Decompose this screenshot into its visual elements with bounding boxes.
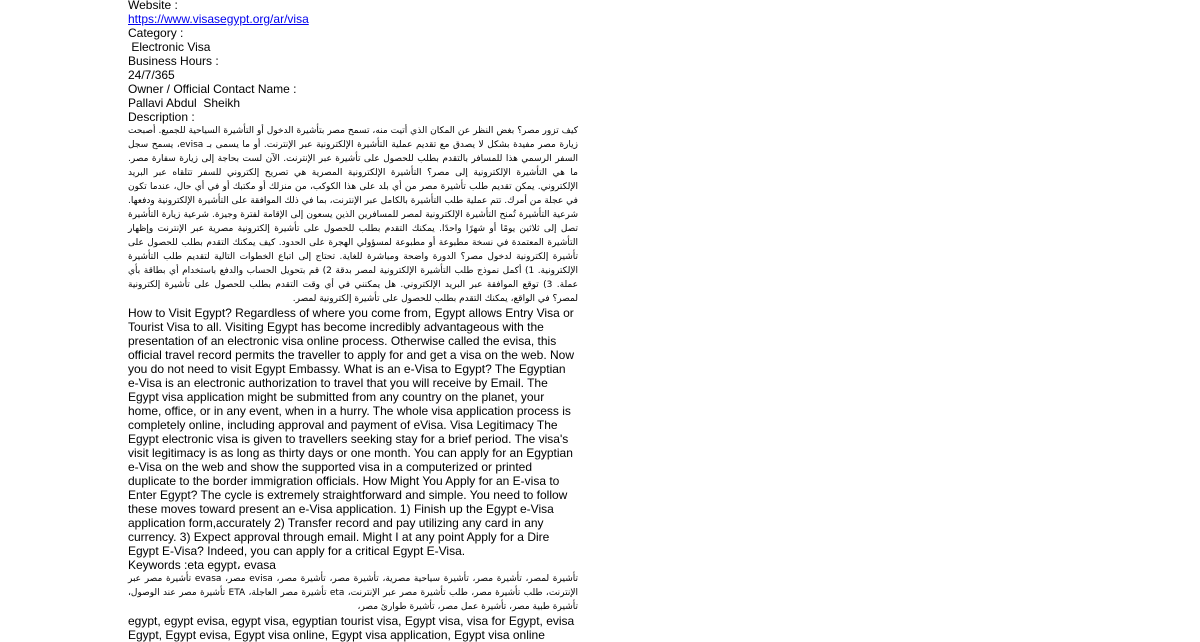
business-hours-value: 24/7/365 [128,68,175,82]
owner-label: Owner / Official Contact Name : [128,82,297,96]
keywords-label: Keywords : [128,558,188,572]
keywords-block [128,558,578,642]
description-label: Description : [128,110,195,124]
description-arabic: كيف تزور مصر؟ بغض النظر عن المكان الذي أتيت منه، تسمح مصر بتأشيرة الدخول أو التأشيرة السياحية للجميع. أصبحت زيارة مصر مفيدة بشكل لا يصدق مع تقديم عملية التأشيرة الإلكترونية عبر الإنترنت. أو ما يسمى بـ evisa، يسمح سجل السفر الرسمي هذا للمسافر بالتقدم بطلب للحصول على تأشيرة عبر الإنترنت. الآن لست بحاجة إلى زيارة سفارة مصر. ما هي التأشيرة الإلكترونية إلى مصر؟ التأشيرة الإلكترونية المصرية هي تصريح إلكتروني للسفر تتلقاه عبر البريد الإلكتروني. يمكن تقديم طلب تأشيرة مصر من أي بلد على هذا الكوكب، من منزلك أو مكتبك أو في أي حال، عندما تكون في عجلة من أمرك. تتم عملية طلب التأشيرة بالكامل عبر الإنترنت، بما في ذلك الموافقة على التأشيرة الإلكترونية ودفعها. شرعية التأشيرة تُمنح التأشيرة الإلكترونية لمصر للمسافرين الذين يسعون إلى الإقامة لفترة وجيزة. شرعية زيارة التأشيرة تصل إلى ثلاثين يومًا أو شهرًا واحدًا. يمكنك التقدم بطلب للحصول على تأشيرة إلكترونية مصرية عبر الإنترنت وإظهار التأشيرة المعتمدة في نسخة مطبوعة أو مطبوعة لمسؤولي الهجرة على الحدود. كيف يمكنك التقدم بطلب للحصول على تأشيرة إلكترونية لدخول مصر؟ الدورة واضحة ومباشرة للغاية. تحتاج إلى اتباع الخطوات التالية لتقديم طلب التأشيرة الإلكترونية. 1) أكمل نموذج طلب التأشيرة الإلكترونية لمصر بدقة 2) قم بتحويل الحساب والدفع باستخدام أي بطاقة بأي عملة. 3) توقع الموافقة عبر البريد الإلكتروني. هل يمكنني في أي وقت التقدم بطلب للحصول على تأشيرة إلكترونية لمصر؟ في الواقع، يمكنك التقدم بطلب للحصول على تأشيرة إلكترونية لمصر. [128,126,578,304]
keywords-lead: eta egypt، evasa [187,558,276,572]
listing-details [128,0,580,642]
website-label: Website : [128,0,178,12]
category-value: Electronic Visa [128,40,211,54]
keywords-english: egypt, egypt evisa, egypt visa, egyptian tourist visa, Egypt visa, visa for Egypt, evisa Egypt, Egypt evisa, Egypt visa online, Egypt visa application, Egypt visa online [128,614,575,642]
description-text [128,124,578,558]
description-english: How to Visit Egypt? Regardless of where you come from, Egypt allows Entry Visa or Tourist Visa to all. Visiting Egypt has become incredibly advantageous with the presentation of an electronic visa online process. Otherwise called the evisa, this official travel record permits the traveller to apply for and get a visa on the web. Now you do not need to visit Egypt Embassy. What is an e-Visa to Egypt? The Egyptian e-Visa is an electronic authorization to travel that you will receive by Email. The Egypt visa application might be submitted from any country on the planet, your home, office, or in any event, when in a hurry. The whole visa application process is completely online, including approval and payment of eVisa. Visa Legitimacy The Egypt electronic visa is given to travellers seeking stay for a brief period. The visa's visit legitimacy is as long as thirty days or one month. You can apply for an Egyptian e-Visa on the web and show the supported visa in a computerized or printed duplicate to the border immigration officials. How Might You Apply for an E-visa to Enter Egypt? The cycle is extremely straightforward and simple. You need to follow these moves toward present an e-Visa application. 1) Finish up the Egypt e-Visa application form,accurately 2) Transfer record and pay utilizing any card in any currency. 3) Expect approval through email. Might I at any point Apply for a Dire Egypt E-Visa? Indeed, you can apply for a critical Egypt E-Visa. [128,306,574,558]
business-hours-label: Business Hours : [128,54,219,68]
owner-value: Pallavi Abdul Sheikh [128,96,241,110]
category-label: Category : [128,26,184,40]
keywords-arabic: تأشيرة لمصر، تأشيرة مصر، تأشيرة سياحية مصرية، تأشيرة مصر، تأشيرة مصر، evisa مصر، evasa تأشيرة مصر عبر الإنترنت، طلب تأشيرة مصر، طلب تأشيرة مصر عبر الإنترنت، eta تأشيرة مصر العاجلة، ETA تأشيرة مصر عند الوصول، تأشيرة طبية مصر، تأشيرة عمل مصر، تأشيرة طوارئ مصر، [128,574,578,612]
website-link[interactable]: https://www.visasegypt.org/ar/visa [128,12,309,26]
